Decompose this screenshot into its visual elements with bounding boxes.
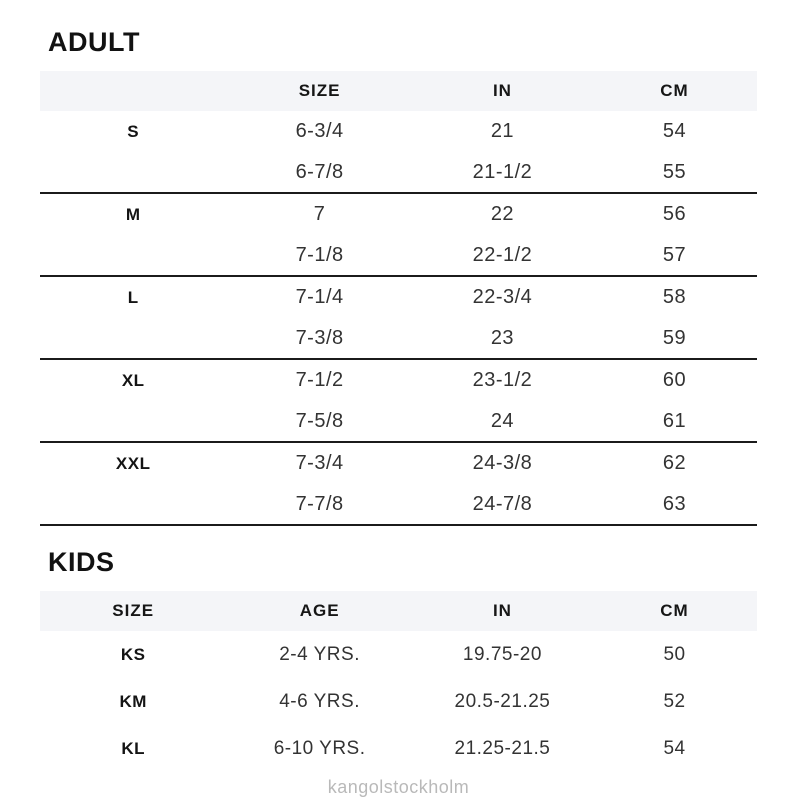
table-row bbox=[40, 236, 757, 278]
adult-table-header-row bbox=[40, 71, 757, 111]
hat-size-cell: 6-7/8 bbox=[295, 160, 344, 183]
table-row-kl bbox=[40, 725, 757, 772]
size-label-cell: S bbox=[127, 121, 140, 141]
inches-cell: 23 bbox=[490, 326, 515, 349]
cm-cell: 56 bbox=[662, 203, 687, 226]
inches-cell: 20.5-21.25 bbox=[454, 690, 551, 712]
cm-cell: 61 bbox=[662, 409, 687, 432]
inches-cell: 24-7/8 bbox=[472, 492, 533, 515]
kids-section-title: KIDS bbox=[48, 547, 115, 577]
size-label-cell: KL bbox=[121, 738, 146, 758]
inches-cell: 23-1/2 bbox=[472, 369, 533, 392]
size-label-cell: KS bbox=[120, 644, 146, 664]
inches-cell: 22 bbox=[490, 203, 515, 226]
adult-header-size: SIZE bbox=[298, 81, 341, 100]
inches-cell: 21 bbox=[490, 120, 515, 143]
inches-cell: 19.75-20 bbox=[462, 643, 542, 665]
table-row-km bbox=[40, 678, 757, 725]
cm-cell: 59 bbox=[662, 326, 687, 349]
cm-cell: 60 bbox=[662, 369, 687, 392]
table-row bbox=[40, 153, 757, 195]
table-row-s bbox=[40, 111, 757, 153]
adult-header-cm: CM bbox=[660, 81, 689, 100]
hat-size-cell: 7-5/8 bbox=[295, 409, 344, 432]
adult-header-in: IN bbox=[492, 81, 512, 100]
hat-size-cell: 7-3/4 bbox=[295, 452, 344, 475]
hat-size-cell: 7-1/2 bbox=[295, 369, 344, 392]
hat-size-cell: 7-1/4 bbox=[295, 286, 344, 309]
table-row bbox=[40, 485, 757, 527]
adult-section-title: ADULT bbox=[48, 27, 140, 57]
kids-header-size: SIZE bbox=[112, 601, 155, 620]
age-cell: 4-6 YRS. bbox=[279, 690, 360, 712]
cm-cell: 54 bbox=[662, 120, 687, 143]
watermark-text: kangolstockholm bbox=[327, 777, 470, 797]
hat-size-cell: 6-3/4 bbox=[295, 120, 344, 143]
kids-header-in: IN bbox=[492, 601, 512, 620]
size-label-cell: M bbox=[125, 204, 141, 224]
cm-cell: 55 bbox=[662, 160, 687, 183]
size-label-cell: KM bbox=[119, 691, 147, 711]
hat-size-cell: 7-1/8 bbox=[295, 243, 344, 266]
hat-size-cell: 7-3/8 bbox=[295, 326, 344, 349]
table-row bbox=[40, 402, 757, 444]
kids-table-header-row bbox=[40, 591, 757, 631]
cm-cell: 54 bbox=[663, 737, 686, 759]
kids-header-age: AGE bbox=[299, 601, 340, 620]
table-row-xl bbox=[40, 360, 757, 402]
cm-cell: 52 bbox=[663, 690, 686, 712]
hat-size-cell: 7 bbox=[313, 203, 326, 226]
cm-cell: 62 bbox=[662, 452, 687, 475]
adult-size-table bbox=[40, 71, 757, 526]
inches-cell: 24-3/8 bbox=[472, 452, 533, 475]
table-row bbox=[40, 319, 757, 361]
kids-size-table bbox=[40, 591, 757, 772]
table-row-xxl bbox=[40, 443, 757, 485]
cm-cell: 58 bbox=[662, 286, 687, 309]
age-cell: 2-4 YRS. bbox=[279, 643, 360, 665]
hat-size-cell: 7-7/8 bbox=[295, 492, 344, 515]
size-label-cell: L bbox=[127, 287, 139, 307]
cm-cell: 57 bbox=[662, 243, 687, 266]
inches-cell: 22-3/4 bbox=[472, 286, 533, 309]
inches-cell: 24 bbox=[490, 409, 515, 432]
table-row-l bbox=[40, 277, 757, 319]
age-cell: 6-10 YRS. bbox=[273, 737, 366, 759]
size-label-cell: XXL bbox=[115, 453, 151, 473]
cm-cell: 50 bbox=[663, 643, 686, 665]
cm-cell: 63 bbox=[662, 492, 687, 515]
table-row-ks bbox=[40, 631, 757, 678]
size-label-cell: XL bbox=[121, 370, 145, 390]
inches-cell: 22-1/2 bbox=[472, 243, 533, 266]
inches-cell: 21-1/2 bbox=[472, 160, 533, 183]
table-row-m bbox=[40, 194, 757, 236]
kids-header-cm: CM bbox=[660, 601, 689, 620]
inches-cell: 21.25-21.5 bbox=[454, 737, 551, 759]
